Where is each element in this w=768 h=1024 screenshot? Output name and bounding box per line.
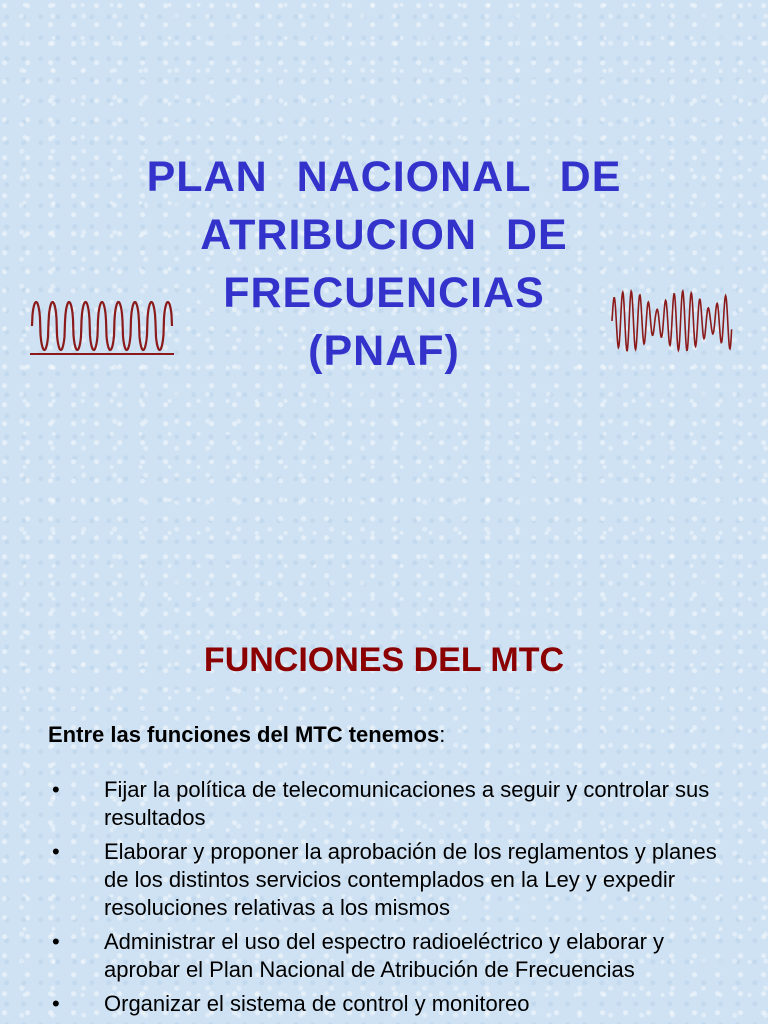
list-item-text: Fijar la política de telecomunicaciones a seguir y controlar sus resultados [104,777,710,830]
list-item [0,928,768,984]
bullet-icon: • [52,839,60,864]
intro-colon: : [439,722,446,747]
list-item-text: Administrar el uso del espectro radioeléctrico y elaborar y aprobar el Plan Nacional de Atribución de Frecuencias [104,929,665,982]
intro-bold: Entre las funciones del MTC tenemos [48,722,440,747]
list-item [0,990,768,1018]
list-item-text: Elaborar y proponer la aprobación de los reglamentos y planes de los distintos servicios contemplados en la Ley y expedir resoluciones relativas a los mismos [104,839,717,920]
modulated-wave-icon [610,284,734,358]
list-item-text: Organizar el sistema de control y monitoreo [104,991,530,1016]
slide-functions [0,600,768,1024]
list-item [0,776,768,832]
slide-title-text: PLAN NACIONAL DE ATRIBUCION DE FRECUENCIAS (PNAF) [146,153,622,375]
bullet-icon: • [52,777,60,802]
sine-wave-icon [28,292,176,360]
bullet-icon: • [52,929,60,954]
list-item [0,838,768,922]
functions-list [0,776,768,1024]
bullet-icon: • [52,991,60,1016]
intro-text [48,720,445,750]
functions-heading: FUNCIONES DEL MTC [203,641,565,679]
